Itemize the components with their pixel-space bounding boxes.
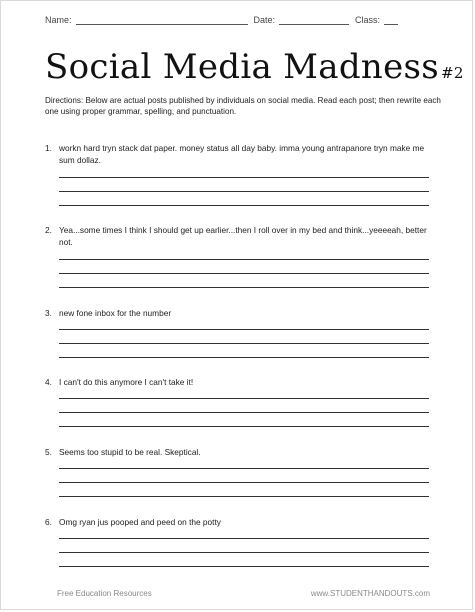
question-1 [45,143,430,166]
question-text: I can't do this anymore I can't take it! [59,377,194,387]
date-blank [279,15,349,25]
question-number: 6. [45,517,52,527]
answer-line[interactable] [59,343,429,344]
answer-line[interactable] [59,538,429,539]
question-number: 2. [45,225,52,235]
answer-line[interactable] [59,566,429,567]
answer-line[interactable] [59,426,429,427]
footer-right: www.STUDENTHANDOUTS.com [310,589,430,598]
page-title [45,47,464,93]
question-6 [45,517,430,529]
answer-line[interactable] [59,412,429,413]
question-number: 1. [45,143,52,153]
question-text: new fone inbox for the number [59,308,172,318]
question-5 [45,447,430,459]
question-text: Yea...some times I think I should get up earlier...then I roll over in my bed and think...yeeeeah, better not. [59,225,427,247]
answer-line[interactable] [59,259,429,260]
answer-line[interactable] [59,468,429,469]
question-number: 4. [45,377,52,387]
answer-line[interactable] [59,496,429,497]
directions-text: Directions: Below are actual posts published by individuals on social media. Read each post; then rewrite each one using proper grammar, spelling, and punctuation. [45,96,441,116]
question-text: Seems too stupid to be real. Skeptical. [59,447,201,457]
answer-line[interactable] [59,482,429,483]
answer-line[interactable] [59,205,429,206]
question-3 [45,308,430,320]
answer-line[interactable] [59,552,429,553]
title-main: Social Media Madness [45,47,440,87]
answer-line[interactable] [59,273,429,274]
answer-line[interactable] [59,398,429,399]
answer-line[interactable] [59,191,429,192]
question-number: 3. [45,308,52,318]
answer-line[interactable] [59,177,429,178]
date-label: Date: [253,15,276,25]
class-label: Class: [355,15,381,25]
header-fields [45,15,444,25]
question-text: workn hard tryn stack dat paper. money status all day baby. imma young antrapanore tryn make me sum dollaz. [59,143,425,165]
answer-line[interactable] [59,357,429,358]
question-4 [45,377,430,389]
question-2 [45,225,430,248]
answer-line[interactable] [59,287,429,288]
answer-line[interactable] [59,329,429,330]
question-number: 5. [45,447,52,457]
footer-left: Free Education Resources [57,589,152,598]
question-text: Omg ryan jus pooped and peed on the potty [59,517,221,527]
name-blank [76,15,248,25]
title-number: #2 [441,64,464,82]
class-blank [384,15,398,25]
name-label: Name: [45,15,72,25]
